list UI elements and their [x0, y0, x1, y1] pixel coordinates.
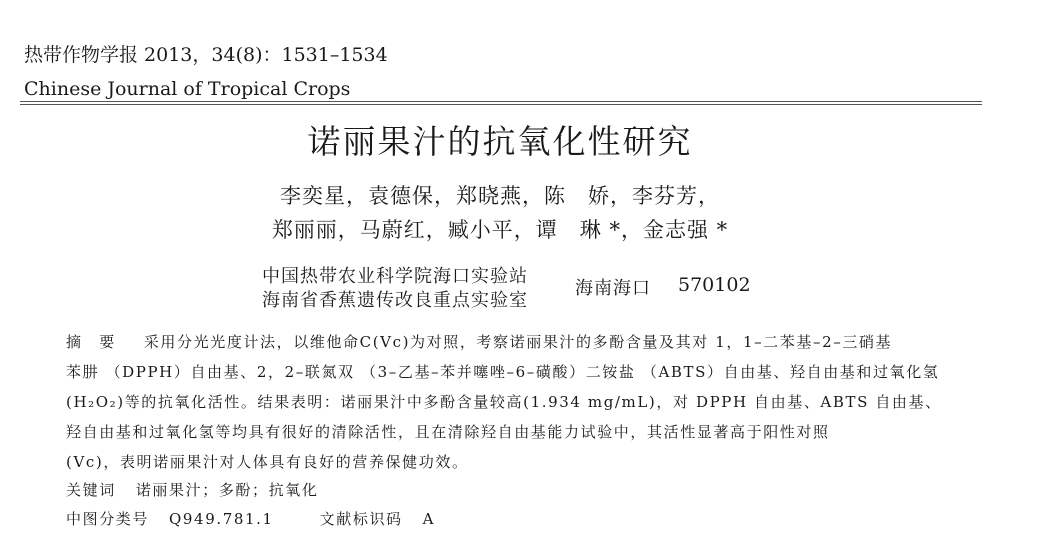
author-list-line-1: 李奕星，袁德保，郑晓燕，陈 娇，李芬芳， [280, 184, 720, 208]
keywords-label: 关键词 [66, 481, 116, 499]
header-rule-bottom [20, 104, 982, 105]
journal-name-english: Chinese Journal of Tropical Crops [24, 78, 351, 100]
header-rule-top [20, 101, 982, 102]
abstract-line-3: (H₂O₂)等的抗氧化活性。结果表明：诺丽果汁中多酚含量较高(1.934 mg/mL)，对 DPPH 自由基、ABTS 自由基、 [66, 393, 942, 411]
clc-label: 中图分类号 [66, 510, 150, 528]
doc-code-value: A [422, 510, 436, 528]
affiliation-city: 海南海口 [575, 278, 651, 299]
abstract-line-1 [66, 331, 892, 352]
paper-title: 诺丽果汁的抗氧化性研究 [307, 122, 693, 161]
affiliation-line-1: 中国热带农业科学院海口实验站 [262, 266, 528, 287]
keywords-line [66, 479, 318, 500]
abstract-label: 摘 要 [66, 333, 116, 351]
abstract-line-5: (Vc)，表明诺丽果汁对人体具有良好的营养保健功效。 [66, 453, 469, 471]
keywords-value: 诺丽果汁；多酚；抗氧化 [135, 481, 319, 499]
affiliation-postcode: 570102 [678, 274, 751, 296]
affiliation-line-2: 海南省香蕉遗传改良重点实验室 [262, 290, 528, 311]
journal-citation: 热带作物学报 2013，34(8)：1531–1534 [24, 44, 388, 66]
abstract-text: 采用分光光度计法，以维他命C(Vc)为对照，考察诺丽果汁的多酚含量及其对 1，1–二苯基–2–三硝基 [143, 333, 893, 351]
abstract-line-2: 苯肼 （DPPH）自由基、2，2–联氮双 （3–乙基–苯并噻唑–6–磺酸）二铵盐 （ABTS）自由基、羟自由基和过氧化氢 [66, 363, 940, 381]
classification-line [66, 508, 435, 529]
clc-value: Q949.781.1 [169, 510, 274, 528]
doc-code-label: 文献标识码 [319, 510, 403, 528]
abstract-line-4: 羟自由基和过氧化氢等均具有很好的清除活性，且在清除羟自由基能力试验中，其活性显著高于阳性对照 [66, 423, 830, 441]
author-list-line-2: 郑丽丽，马蔚红，臧小平，谭 琳 *，金志强 * [271, 218, 729, 242]
